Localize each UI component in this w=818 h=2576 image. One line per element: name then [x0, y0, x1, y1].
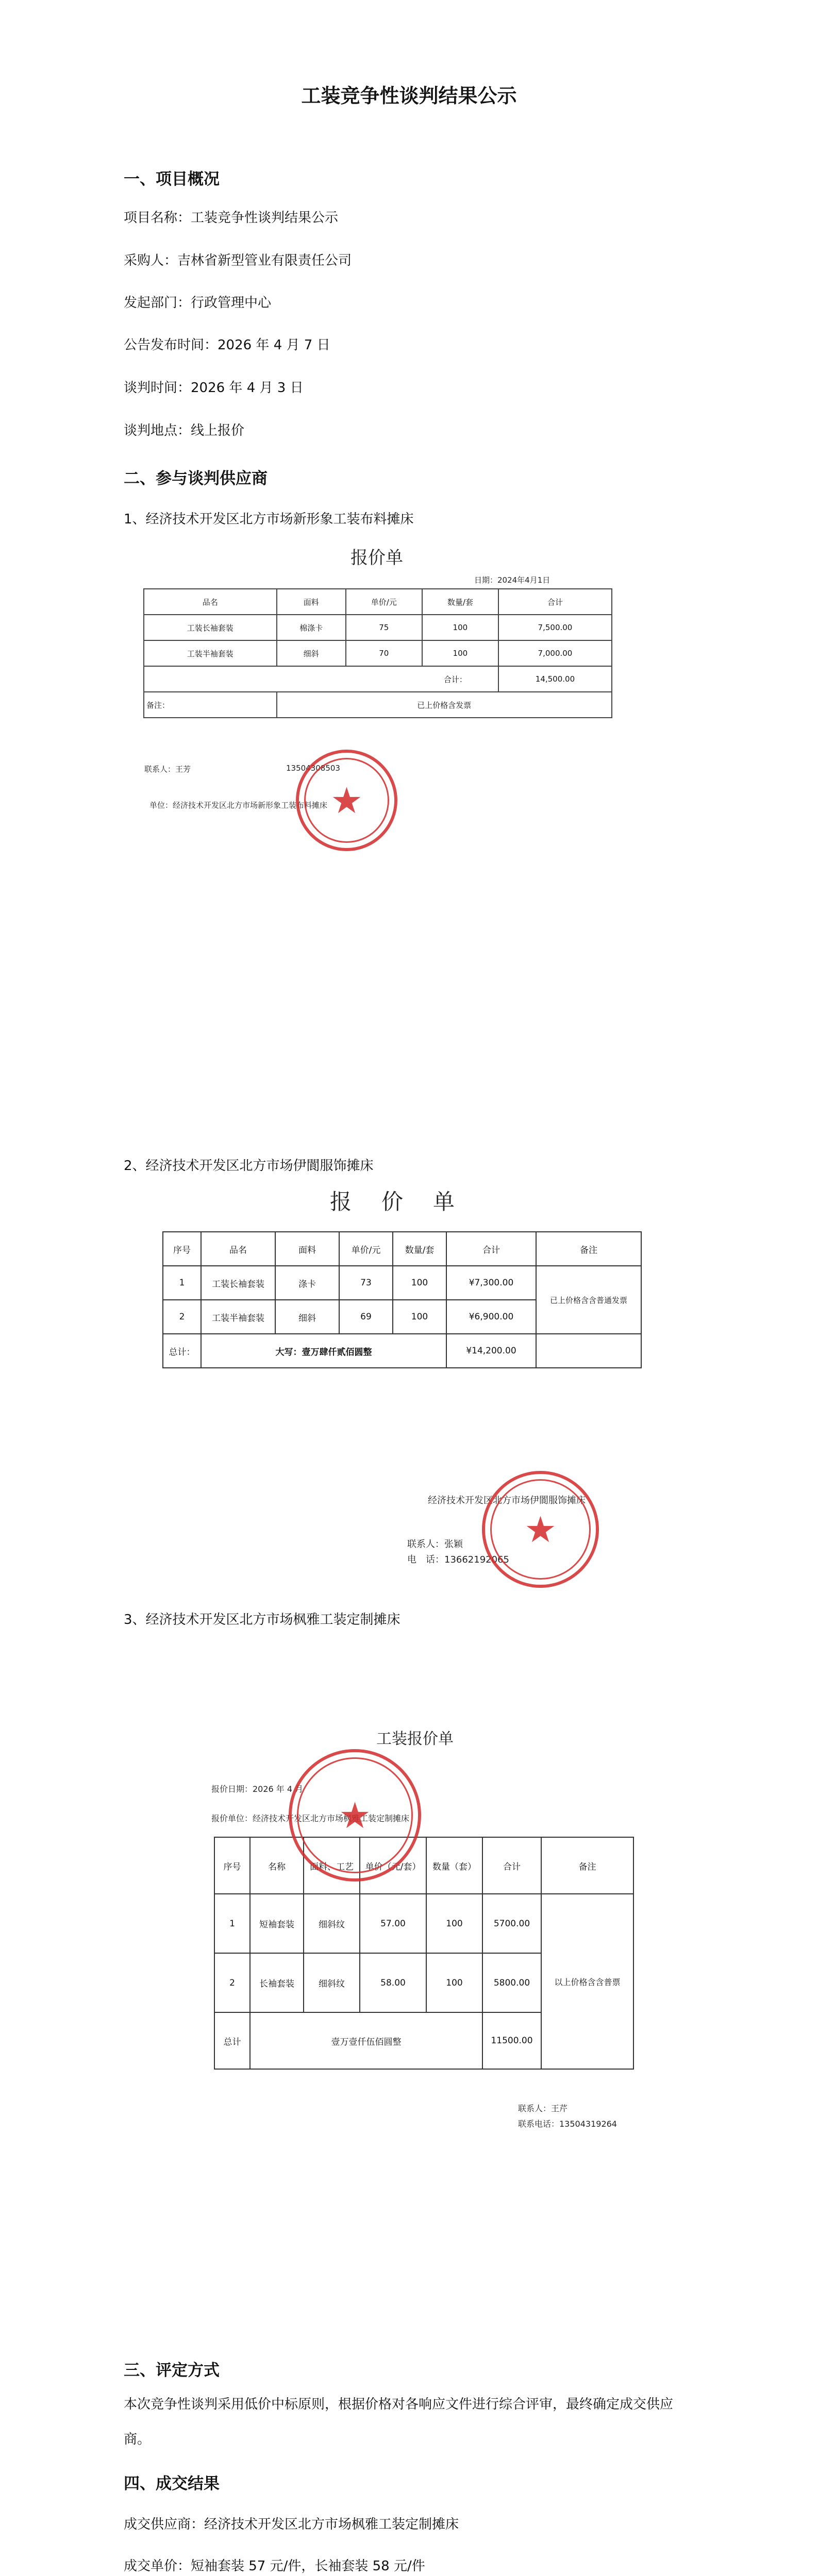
table-cell: 100 [422, 640, 498, 666]
table-row [163, 1334, 641, 1368]
table-cell: 100 [426, 1953, 482, 2012]
table-cell: 58.00 [360, 1953, 426, 2012]
table-cell: 57.00 [360, 1894, 426, 1953]
quote1-contact: 联系人：王芳 [144, 765, 191, 774]
table-row [214, 1894, 633, 1953]
page-title: 工装竞争性谈判结果公示 [301, 84, 517, 107]
department: 发起部门：行政管理中心 [124, 295, 272, 311]
table-cell: 100 [393, 1266, 446, 1300]
quote2-table [162, 1231, 642, 1368]
quote2-unit: 经济技术开发区北方市场伊閬服饰摊床 [428, 1495, 586, 1506]
quote1-title: 报价单 [350, 548, 403, 568]
quote3-contact: 联系人：王芹 [518, 2104, 568, 2113]
table-cell: 细斜纹 [304, 1894, 360, 1953]
table-row [163, 1266, 641, 1300]
table-header-cell: 品名 [144, 589, 277, 615]
table-cell: 100 [426, 1894, 482, 1953]
quote3-table [214, 1837, 634, 2070]
quote2-contact: 联系人：张颖 [407, 1539, 463, 1550]
section-heading-evaluation: 三、评定方式 [124, 2361, 220, 2380]
table-header-cell: 数量/套 [393, 1232, 446, 1266]
total-words: 壹万壹仟伍佰圆整 [250, 2012, 482, 2069]
table-row [144, 640, 612, 666]
section-heading-result: 四、成交结果 [124, 2475, 220, 2493]
remark-cell: 以上价格含含普票 [541, 1894, 633, 2069]
table-header-cell: 面料、工艺 [304, 1837, 360, 1894]
note-value: 已上价格含发票 [277, 692, 612, 718]
table-cell: 细斜纹 [304, 1953, 360, 2012]
table-cell: 5800.00 [482, 1953, 541, 2012]
table-cell: 工装长袖套装 [144, 615, 277, 640]
table-header-cell: 序号 [163, 1232, 201, 1266]
table-header-cell: 面料 [275, 1232, 339, 1266]
quote1-contact-phone: 13504308503 [286, 764, 340, 773]
total-label: 总计 [214, 2012, 250, 2069]
supplier-1: 1、经济技术开发区北方市场新形象工装布料摊床 [124, 512, 414, 527]
total-value: 11500.00 [482, 2012, 541, 2069]
negotiation-time: 谈判时间：2026 年 4 月 3 日 [124, 380, 304, 396]
table-header-cell: 数量/套 [422, 589, 498, 615]
total-value: ¥14,200.00 [446, 1334, 536, 1368]
table-header-cell: 名称 [250, 1837, 304, 1894]
supplier-2: 2、经济技术开发区北方市场伊閬服饰摊床 [124, 1158, 374, 1174]
publish-time: 公告发布时间：2026 年 4 月 7 日 [124, 337, 330, 353]
table-header-cell: 合计 [482, 1837, 541, 1894]
table-cell: ¥7,300.00 [446, 1266, 536, 1300]
section-heading-suppliers: 二、参与谈判供应商 [124, 469, 268, 488]
table-cell: 短袖套装 [250, 1894, 304, 1953]
table-cell: 长袖套装 [250, 1953, 304, 2012]
quote1-table [143, 588, 612, 718]
table-cell: 73 [339, 1266, 393, 1300]
table-cell: 棉涤卡 [277, 615, 346, 640]
table-cell: 7,500.00 [498, 615, 612, 640]
table-header-cell: 合计 [446, 1232, 536, 1266]
section-heading-overview: 一、项目概况 [124, 170, 220, 189]
negotiation-place: 谈判地点：线上报价 [124, 423, 245, 438]
table-cell: 69 [339, 1300, 393, 1334]
table-header-cell: 单价/元 [339, 1232, 393, 1266]
table-cell [536, 1334, 641, 1368]
supplier-3: 3、经济技术开发区北方市场枫雅工装定制摊床 [124, 1612, 400, 1628]
purchaser: 采购人：吉林省新型管业有限责任公司 [124, 253, 352, 268]
company-seal [482, 1471, 599, 1588]
table-cell: 70 [346, 640, 422, 666]
table-cell: 7,000.00 [498, 640, 612, 666]
table-cell: 细斜 [277, 640, 346, 666]
seal-star-icon: ★ [330, 779, 363, 822]
remark-cell: 已上价格含含普通发票 [536, 1266, 641, 1334]
table-header-cell: 单价（元/套） [360, 1837, 426, 1894]
quote1-unit: 单位：经济技术开发区北方市场新形象工装布料摊床 [149, 801, 328, 810]
project-name: 项目名称：工装竞争性谈判结果公示 [124, 210, 339, 226]
total-words: 大写：壹万肆仟贰佰圆整 [201, 1334, 446, 1368]
table-cell: 1 [163, 1266, 201, 1300]
table-header-row [163, 1232, 641, 1266]
table-cell: 2 [214, 1953, 250, 2012]
seal-star-icon: ★ [524, 1508, 557, 1551]
quote2-phone: 电 话：13662192065 [407, 1554, 509, 1565]
quote3-phone: 联系电话：13504319264 [518, 2119, 617, 2129]
note-label: 备注： [144, 692, 277, 718]
table-header-cell: 品名 [201, 1232, 275, 1266]
total-value: 14,500.00 [498, 666, 612, 692]
table-cell: 工装长袖套装 [201, 1266, 275, 1300]
result-supplier: 成交供应商：经济技术开发区北方市场枫雅工装定制摊床 [124, 2517, 459, 2532]
table-cell: 工装半袖套装 [144, 640, 277, 666]
table-cell: 100 [422, 615, 498, 640]
table-cell: 75 [346, 615, 422, 640]
table-header-cell: 面料 [277, 589, 346, 615]
quote3-title: 工装报价单 [376, 1730, 454, 1748]
table-header-cell: 备注 [541, 1837, 633, 1894]
result-price: 成交单价：短袖套装 57 元/件，长袖套装 58 元/件 [124, 2558, 425, 2574]
table-header-cell: 序号 [214, 1837, 250, 1894]
quote2-title: 报 价 单 [330, 1189, 459, 1214]
table-cell: 工装半袖套装 [201, 1300, 275, 1334]
quote3-date: 报价日期：2026 年 4 月 [211, 1784, 304, 1794]
table-header-row [214, 1837, 633, 1894]
table-cell: 细斜 [275, 1300, 339, 1334]
table-cell: 100 [393, 1300, 446, 1334]
table-row [144, 666, 612, 692]
table-cell: ¥6,900.00 [446, 1300, 536, 1334]
table-header-cell: 数量（套） [426, 1837, 482, 1894]
table-row [144, 615, 612, 640]
table-cell: 5700.00 [482, 1894, 541, 1953]
table-cell: 2 [163, 1300, 201, 1334]
quote1-date: 日期：2024年4月1日 [474, 575, 550, 585]
table-cell: 涤卡 [275, 1266, 339, 1300]
table-row [144, 692, 612, 718]
table-header-cell: 备注 [536, 1232, 641, 1266]
table-header-row [144, 589, 612, 615]
evaluation-text: 本次竞争性谈判采用低价中标原则，根据价格对各响应文件进行综合评审，最终确定成交供应商。 [124, 2397, 674, 2447]
table-cell: 1 [214, 1894, 250, 1953]
total-label: 合计： [144, 666, 498, 692]
seal-star-icon: ★ [339, 1794, 371, 1837]
table-header-cell: 合计 [498, 589, 612, 615]
total-label: 总计： [163, 1334, 201, 1368]
quote3-unit: 报价单位：经济技术开发区北方市场枫雅工装定制摊床 [211, 1814, 410, 1823]
table-header-cell: 单价/元 [346, 589, 422, 615]
